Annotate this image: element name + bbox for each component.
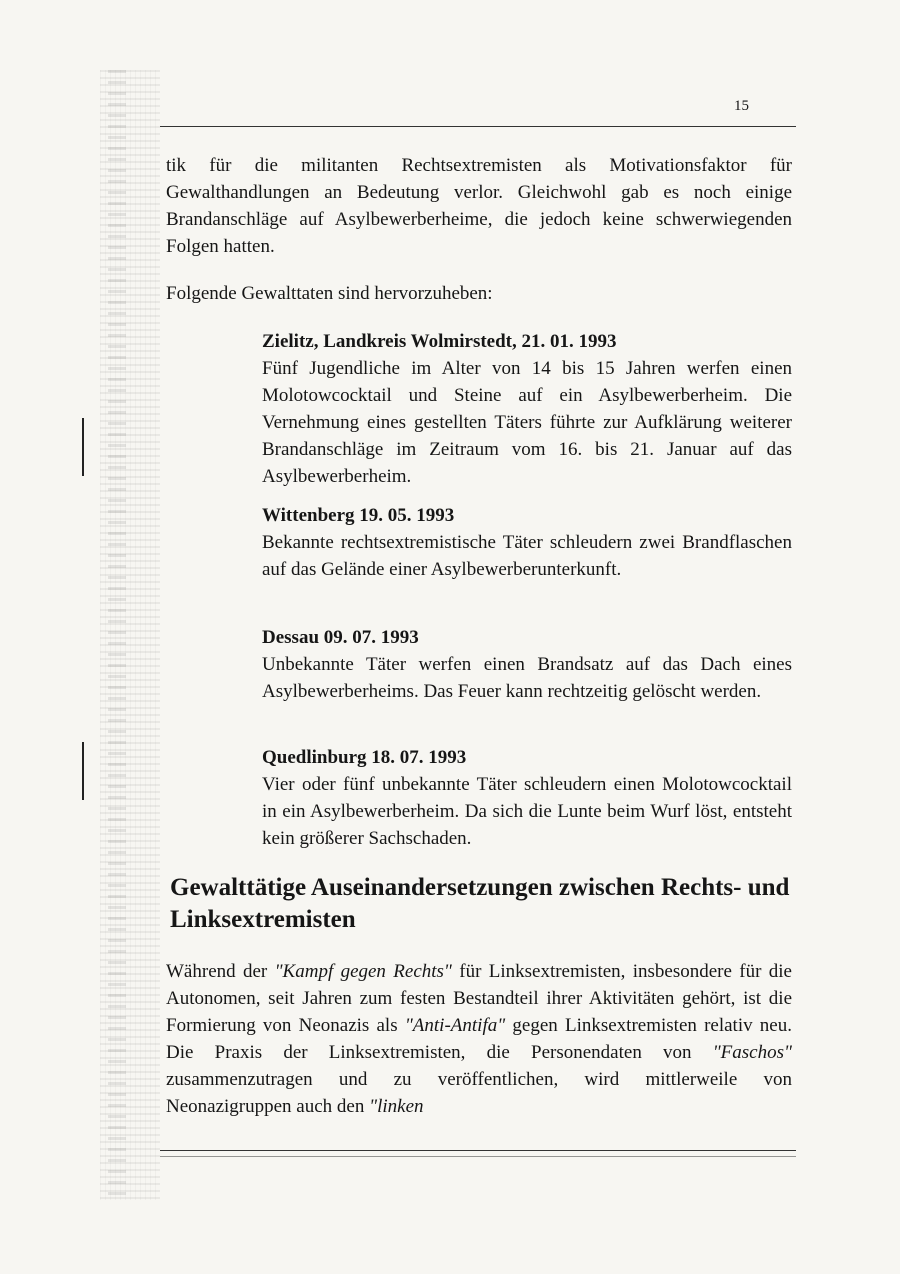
footer-rule-shadow xyxy=(160,1156,796,1157)
incident-text: Vier oder fünf unbekannte Täter schleudern einen Molotowcocktail in ein Asylbewerberheim. Da sich die Lunte beim Wurf löst, entsteht kein größerer Sachschaden. xyxy=(262,774,792,849)
incident-text: Unbekannte Täter werfen einen Brandsatz auf das Dach eines Asylbewerberheims. Das Feuer kann rechtzeitig gelöscht werden. xyxy=(262,654,792,702)
scan-edge-noise xyxy=(100,70,160,1200)
text-run: für Linksextremisten, insbesondere für die Autonomen, seit Jahren zum festen Bestandteil ihrer Aktivitäten gehört, ist die Formierung von Neonazis als xyxy=(166,961,792,1036)
incident-text: Bekannte rechtsextremistische Täter schleudern zwei Brandflaschen auf das Gelände einer Asylbewerberunterkunft. xyxy=(262,532,792,580)
quoted-term: "Kampf gegen Rechts" xyxy=(274,961,452,982)
quoted-term: "Anti-Antifa" xyxy=(404,1015,506,1036)
quoted-term: "Faschos" xyxy=(712,1042,792,1063)
incident-text: Fünf Jugendliche im Alter von 14 bis 15 Jahren werfen einen Molotowcocktail und Steine auf ein Asylbewerberheim. Die Vernehmung eines gestellten Täters führte zur Aufklärung weiterer Brandanschläge im Zeitraum vom 16. bis 21. Januar auf das Asylbewerberheim. xyxy=(262,358,792,487)
page-number: 15 xyxy=(734,98,749,114)
footer-rule xyxy=(160,1150,796,1151)
incident-title: Quedlinburg 18. 07. 1993 xyxy=(262,747,467,768)
incident-entry xyxy=(262,502,792,583)
incident-entry xyxy=(262,328,792,490)
incident-title: Wittenberg 19. 05. 1993 xyxy=(262,505,455,526)
final-paragraph xyxy=(166,958,792,1120)
incident-entry xyxy=(262,624,792,705)
text-run: zusammenzutragen und zu veröffentlichen, wird mittlerweile von Neonazigruppen auch den xyxy=(166,1069,792,1117)
intro-paragraph: tik für die militanten Rechtsextremisten als Motivationsfaktor für Gewalthandlungen an Bedeutung verlor. Gleichwohl gab es noch einige Brandanschläge auf Asylbewerberheime, die jedoch keine schwerwiegenden Folgen hatten. xyxy=(166,155,792,257)
incident-title: Zielitz, Landkreis Wolmirstedt, 21. 01. 1993 xyxy=(262,331,617,352)
list-intro: Folgende Gewalttaten sind hervorzuheben: xyxy=(166,283,493,304)
margin-change-bar xyxy=(82,418,84,476)
margin-change-bar xyxy=(82,742,84,800)
header-rule xyxy=(160,126,796,127)
incident-title: Dessau 09. 07. 1993 xyxy=(262,627,419,648)
incident-entry xyxy=(262,744,792,852)
text-run: Während der xyxy=(166,961,275,982)
section-heading: Gewalttätige Auseinandersetzungen zwischen Rechts- und Linksextremisten xyxy=(170,874,790,933)
text-run: gegen Linksextremisten relativ neu. Die Praxis der Linksextremisten, die Personendaten von xyxy=(166,1015,792,1063)
quoted-term: "linken xyxy=(369,1096,424,1117)
